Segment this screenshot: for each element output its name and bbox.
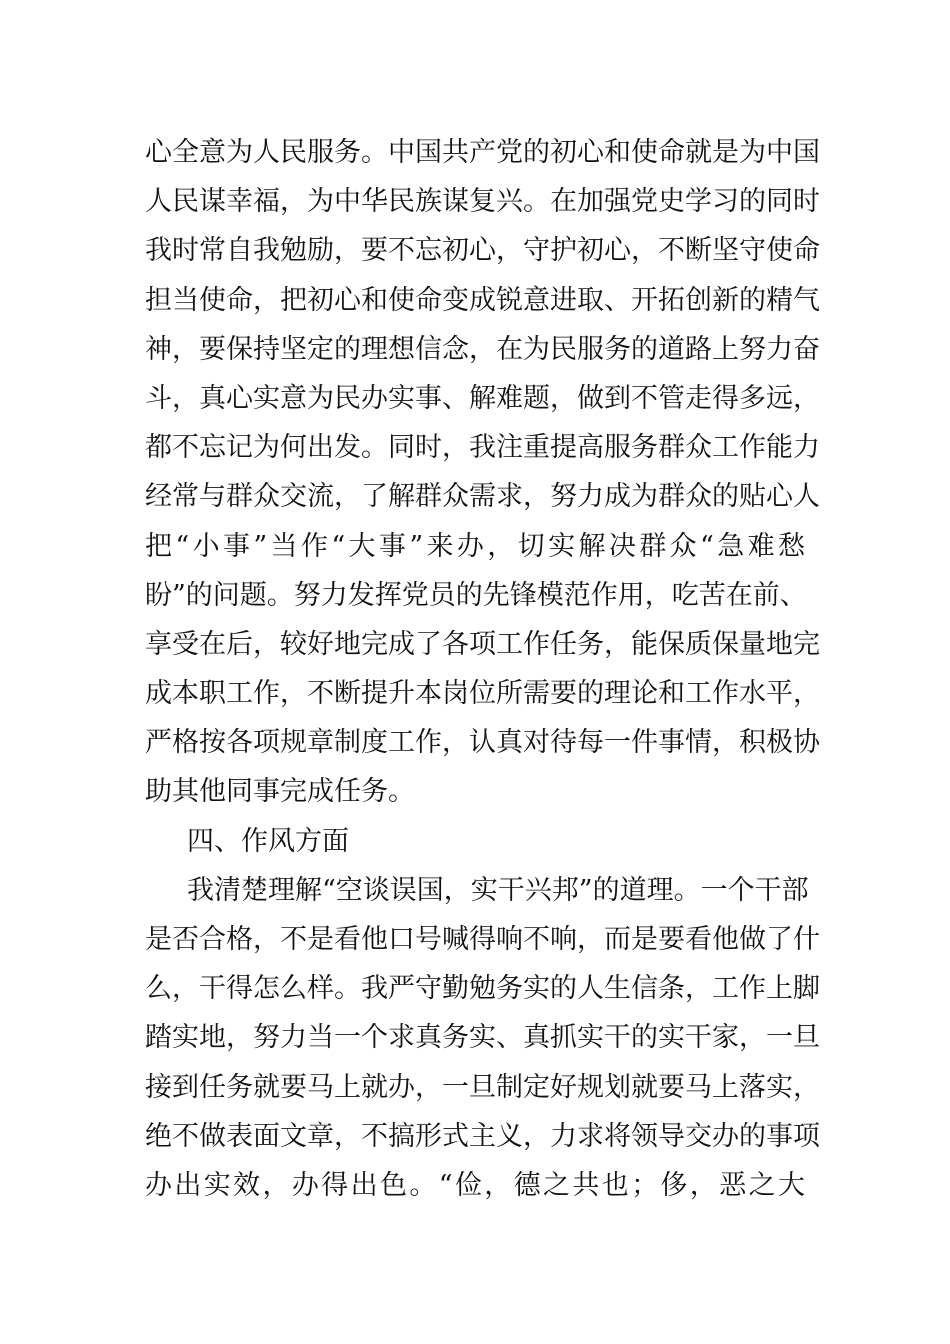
text-line: 斗，真心实意为民办实事、解难题，做到不管走得多远，: [145, 382, 820, 414]
text-line: 心全意为人民服务。中国共产党的初心和使命就是为中国: [145, 137, 820, 168]
text-line: 经常与群众交流，了解群众需求，努力成为群众的贴心人: [145, 481, 820, 513]
text-line: 是否合格，不是看他口号喊得响不响，而是要看他做了什: [145, 924, 820, 955]
text-line: 担当使命，把初心和使命变成锐意进取、开拓创新的精气: [145, 284, 820, 316]
text-line: 盼”的问题。努力发挥党员的先锋模范作用，吃苦在前、: [145, 579, 807, 611]
section-heading: 四、作风方面: [187, 825, 349, 857]
text-line: 踏实地，努力当一个求真务实、真抓实干的实干家，一旦: [145, 1022, 820, 1054]
text-line: 办出实效，办得出色。“俭，德之共也；侈，恶之大: [145, 1169, 805, 1201]
text-line: 我时常自我勉励，要不忘初心，守护初心，不断坚守使命: [145, 235, 820, 267]
text-line: 绝不做表面文章，不搞形式主义，力求将领导交办的事项: [145, 1120, 820, 1152]
text-line: 把“小事”当作“大事”来办，切实解决群众“急难愁: [145, 530, 805, 562]
text-line: 严格按各项规章制度工作，认真对待每一件事情，积极协: [145, 727, 820, 759]
document-body: [145, 128, 820, 1210]
text-line: 成本职工作，不断提升本岗位所需要的理论和工作水平，: [145, 678, 820, 710]
text-line: 享受在后，较好地完成了各项工作任务，能保质保量地完: [145, 628, 820, 660]
text-line: 人民谋幸福，为中华民族谋复兴。在加强党史学习的同时: [145, 186, 820, 218]
text-line: 神，要保持坚定的理想信念，在为民服务的道路上努力奋: [145, 333, 820, 365]
paragraph-first-line: 我清楚理解“空谈误国，实干兴邦”的道理。一个干部: [187, 874, 809, 906]
paragraph-end-line: 助其他同事完成任务。: [145, 776, 415, 808]
text-line: 么，干得怎么样。我严守勤勉务实的人生信条，工作上脚: [145, 973, 820, 1005]
text-line: 都不忘记为何出发。同时，我注重提高服务群众工作能力: [145, 432, 820, 464]
text-line: 接到任务就要马上就办，一旦制定好规划就要马上落实，: [145, 1071, 820, 1103]
